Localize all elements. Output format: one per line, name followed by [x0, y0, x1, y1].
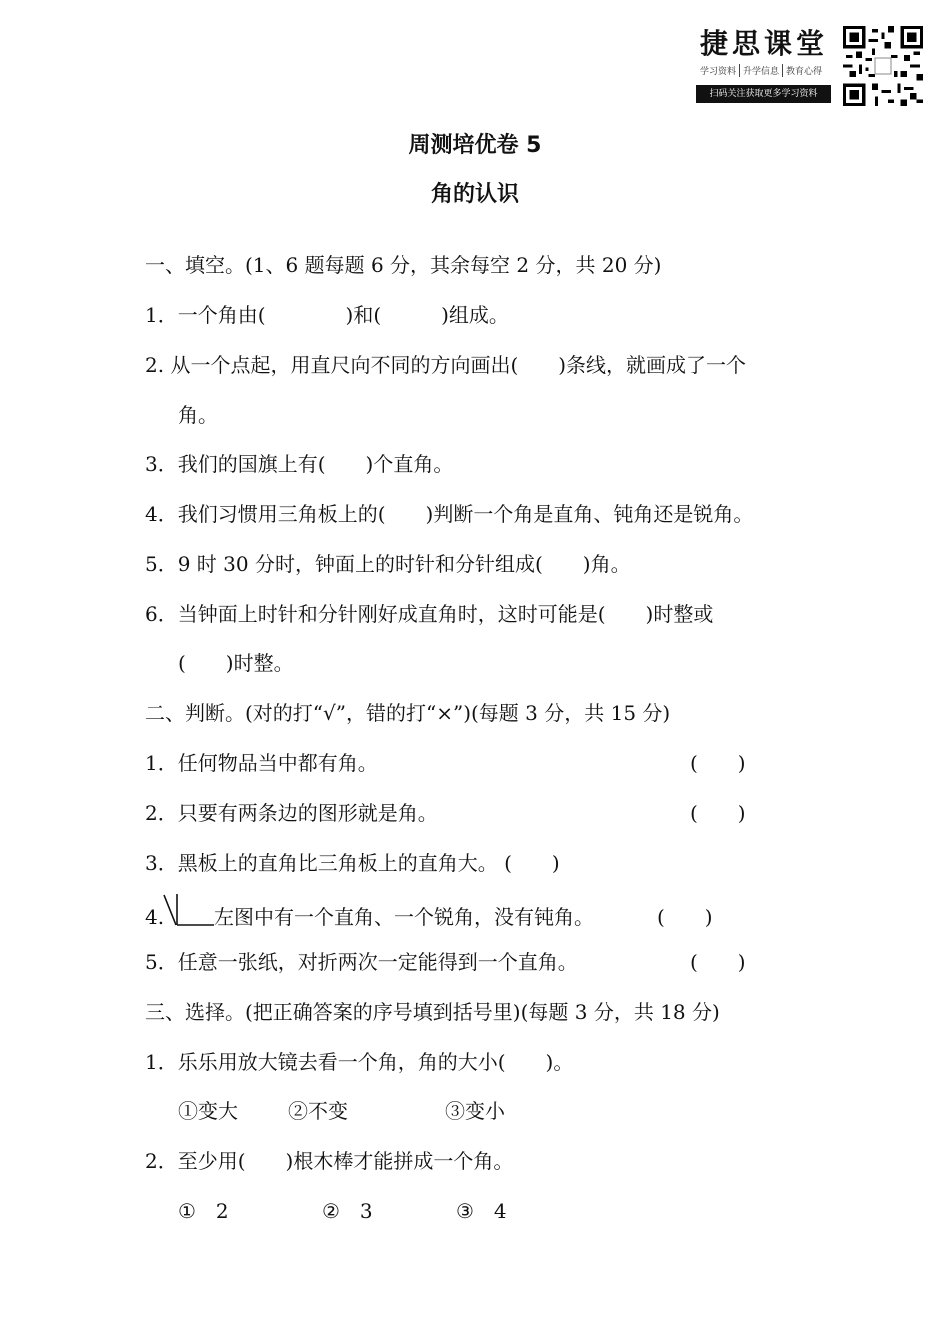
question-text: 2. 从一个点起，用直尺向不同的方向画出( )条线，就画成了一个 [145, 353, 747, 377]
question-text: 1．乐乐用放大镜去看一个角，角的大小( )。 [145, 1050, 574, 1074]
question-text: 6．当钟面上时针和分针刚好成直角时，这时可能是( )时整或 [145, 602, 714, 626]
question-text: 3．黑板上的直角比三角板上的直角大。 ( ) [145, 851, 560, 875]
answer-paren[interactable]: ( ) [690, 950, 746, 974]
section-heading: 三、选择。(把正确答案的序号填到括号里)(每题 3 分，共 18 分) [145, 1000, 720, 1024]
option[interactable]: ② 3 [322, 1199, 373, 1223]
question-text: 2．至少用( )根木棒才能拼成一个角。 [145, 1149, 514, 1173]
question-text: ( )时整。 [178, 651, 294, 675]
brand-tags [697, 64, 825, 77]
question-text: 1．任何物品当中都有角。 [145, 751, 378, 775]
question-text: 5．9 时 30 分时，钟面上的时针和分针组成( )角。 [145, 552, 631, 576]
page-subtitle: 角的认识 [430, 182, 519, 207]
answer-paren[interactable]: ( ) [657, 905, 713, 929]
brand-tag: 学习资料 [700, 67, 737, 77]
page-title: 周测培优卷 5 [408, 133, 542, 158]
section-heading: 二、判断。(对的打“√”，错的打“×”)(每题 3 分，共 15 分) [145, 701, 671, 725]
question-text: 2．只要有两条边的图形就是角。 [145, 801, 438, 825]
brand-tag: 教育心得 [782, 64, 825, 77]
question-text: 1．一个角由( )和( )组成。 [145, 303, 509, 327]
brand-name: 捷思课堂 [700, 27, 829, 60]
answer-paren[interactable]: ( ) [690, 801, 746, 825]
question-text: 角。 [178, 403, 218, 427]
question-text: 左图中有一个直角、一个锐角，没有钝角。 [214, 905, 594, 929]
answer-paren[interactable]: ( ) [690, 751, 746, 775]
qr-code-icon[interactable] [843, 26, 923, 106]
section-heading: 一、填空。(1、6 题每题 6 分，其余每空 2 分，共 20 分) [145, 253, 662, 277]
question-text: 4．我们习惯用三角板上的( )判断一个角是直角、钝角还是锐角。 [145, 502, 754, 526]
question-text: 3．我们的国旗上有( )个直角。 [145, 452, 454, 476]
option[interactable]: ②不变 [288, 1099, 348, 1123]
question-text: 5．任意一张纸，对折两次一定能得到一个直角。 [145, 950, 578, 974]
option[interactable]: ①变大 [178, 1099, 238, 1123]
question-number: 4. [145, 905, 165, 929]
brand-tag: 升学信息 [739, 64, 782, 77]
brand-banner: 扫码关注获取更多学习资料 [696, 85, 831, 103]
option[interactable]: ③ 4 [456, 1199, 507, 1223]
angle-figure [160, 892, 216, 930]
option[interactable]: ① 2 [178, 1199, 229, 1223]
option[interactable]: ③变小 [445, 1099, 505, 1123]
